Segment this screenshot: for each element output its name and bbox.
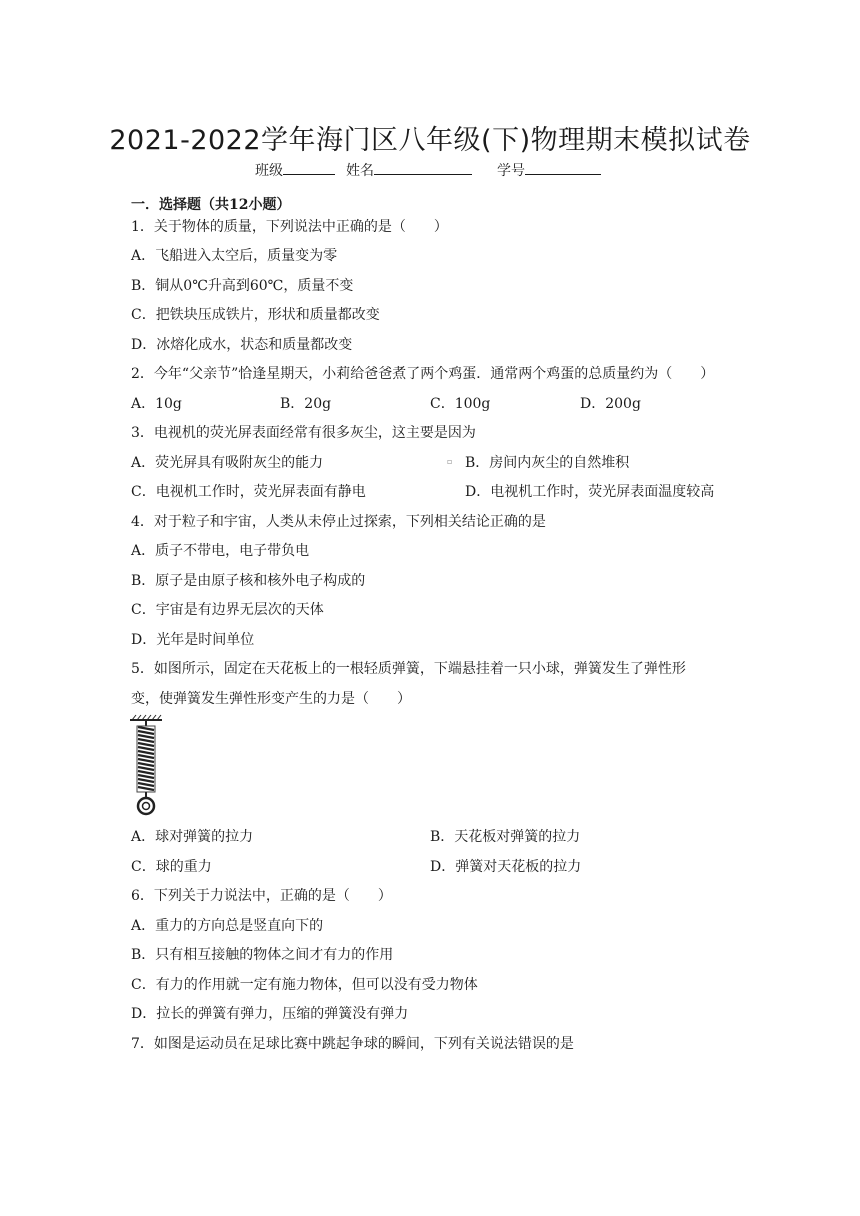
question-5-option-a: A．球对弹簧的拉力 bbox=[131, 829, 254, 845]
question-1-option-b: B．铜从0℃升高到60℃，质量不变 bbox=[131, 278, 354, 294]
number-blank bbox=[525, 160, 601, 175]
question-6-option-b: B．只有相互接触的物体之间才有力的作用 bbox=[131, 947, 394, 963]
question-2-stem: 2．今年“父亲节”恰逢星期天，小莉给爸爸煮了两个鸡蛋．通常两个鸡蛋的总质量约为（ ） bbox=[131, 366, 715, 382]
question-1-option-a: A．飞船进入太空后，质量变为零 bbox=[131, 248, 338, 264]
question-6-stem: 6．下列关于力说法中，正确的是（ ） bbox=[131, 888, 392, 904]
question-5-stem: 5．如图所示，固定在天花板上的一根轻质弹簧，下端悬挂着一只小球，弹簧发生了弹性形 bbox=[131, 661, 686, 677]
question-6-option-a: A．重力的方向总是竖直向下的 bbox=[131, 918, 324, 934]
question-4-option-b: B．原子是由原子核和核外电子构成的 bbox=[131, 573, 366, 589]
question-4-option-c: C．宇宙是有边界无层次的天体 bbox=[131, 602, 324, 618]
question-6-option-d: D．拉长的弹簧有弹力，压缩的弹簧没有弹力 bbox=[131, 1006, 409, 1022]
question-2-option-d: D．200g bbox=[580, 396, 641, 412]
question-3-option-c: C．电视机工作时，荧光屏表面有静电 bbox=[131, 484, 366, 500]
question-4-option-d: D．光年是时间单位 bbox=[131, 632, 255, 648]
question-3-option-b: B．房间内灰尘的自然堆积 bbox=[465, 455, 630, 471]
question-5-option-d: D．弹簧对天花板的拉力 bbox=[430, 859, 582, 875]
question-5-option-c: C．球的重力 bbox=[131, 859, 212, 875]
name-field bbox=[346, 160, 472, 180]
number-field bbox=[497, 160, 601, 180]
question-3-option-d: D．电视机工作时，荧光屏表面温度较高 bbox=[465, 484, 715, 500]
question-5-option-b: B．天花板对弹簧的拉力 bbox=[430, 829, 581, 845]
class-field bbox=[255, 160, 335, 180]
stray-mark: ▫ bbox=[447, 457, 453, 466]
name-blank bbox=[374, 160, 472, 175]
question-3-stem: 3．电视机的荧光屏表面经常有很多灰尘，这主要是因为 bbox=[131, 425, 476, 441]
question-4-option-a: A．质子不带电，电子带负电 bbox=[131, 543, 310, 559]
spring-ball-figure bbox=[126, 714, 166, 818]
question-2-option-b: B．20g bbox=[280, 396, 332, 412]
question-7-stem: 7．如图是运动员在足球比赛中跳起争球的瞬间，下列有关说法错误的是 bbox=[131, 1036, 574, 1052]
question-4-stem: 4．对于粒子和宇宙，人类从未停止过探索，下列相关结论正确的是 bbox=[131, 514, 546, 530]
question-2-option-c: C．100g bbox=[430, 396, 491, 412]
question-1-option-c: C．把铁块压成铁片，形状和质量都改变 bbox=[131, 307, 380, 323]
question-2-option-a: A．10g bbox=[131, 396, 182, 412]
exam-title: 2021-2022学年海门区八年级(下)物理期末模拟试卷 bbox=[109, 125, 751, 156]
class-label: 班级 bbox=[255, 163, 283, 179]
question-1-stem: 1．关于物体的质量，下列说法中正确的是（ ） bbox=[131, 219, 448, 235]
name-label: 姓名 bbox=[346, 163, 374, 179]
question-6-option-c: C．有力的作用就一定有施力物体，但可以没有受力物体 bbox=[131, 977, 478, 993]
number-label: 学号 bbox=[497, 163, 525, 179]
class-blank bbox=[283, 160, 335, 175]
question-1-option-d: D．冰熔化成水，状态和质量都改变 bbox=[131, 337, 353, 353]
question-3-option-a: A．荧光屏具有吸附灰尘的能力 bbox=[131, 455, 324, 471]
question-5-stem-continued: 变，使弹簧发生弹性形变产生的力是（ ） bbox=[131, 691, 411, 707]
section-heading: 一．选择题（共12小题） bbox=[131, 197, 291, 213]
